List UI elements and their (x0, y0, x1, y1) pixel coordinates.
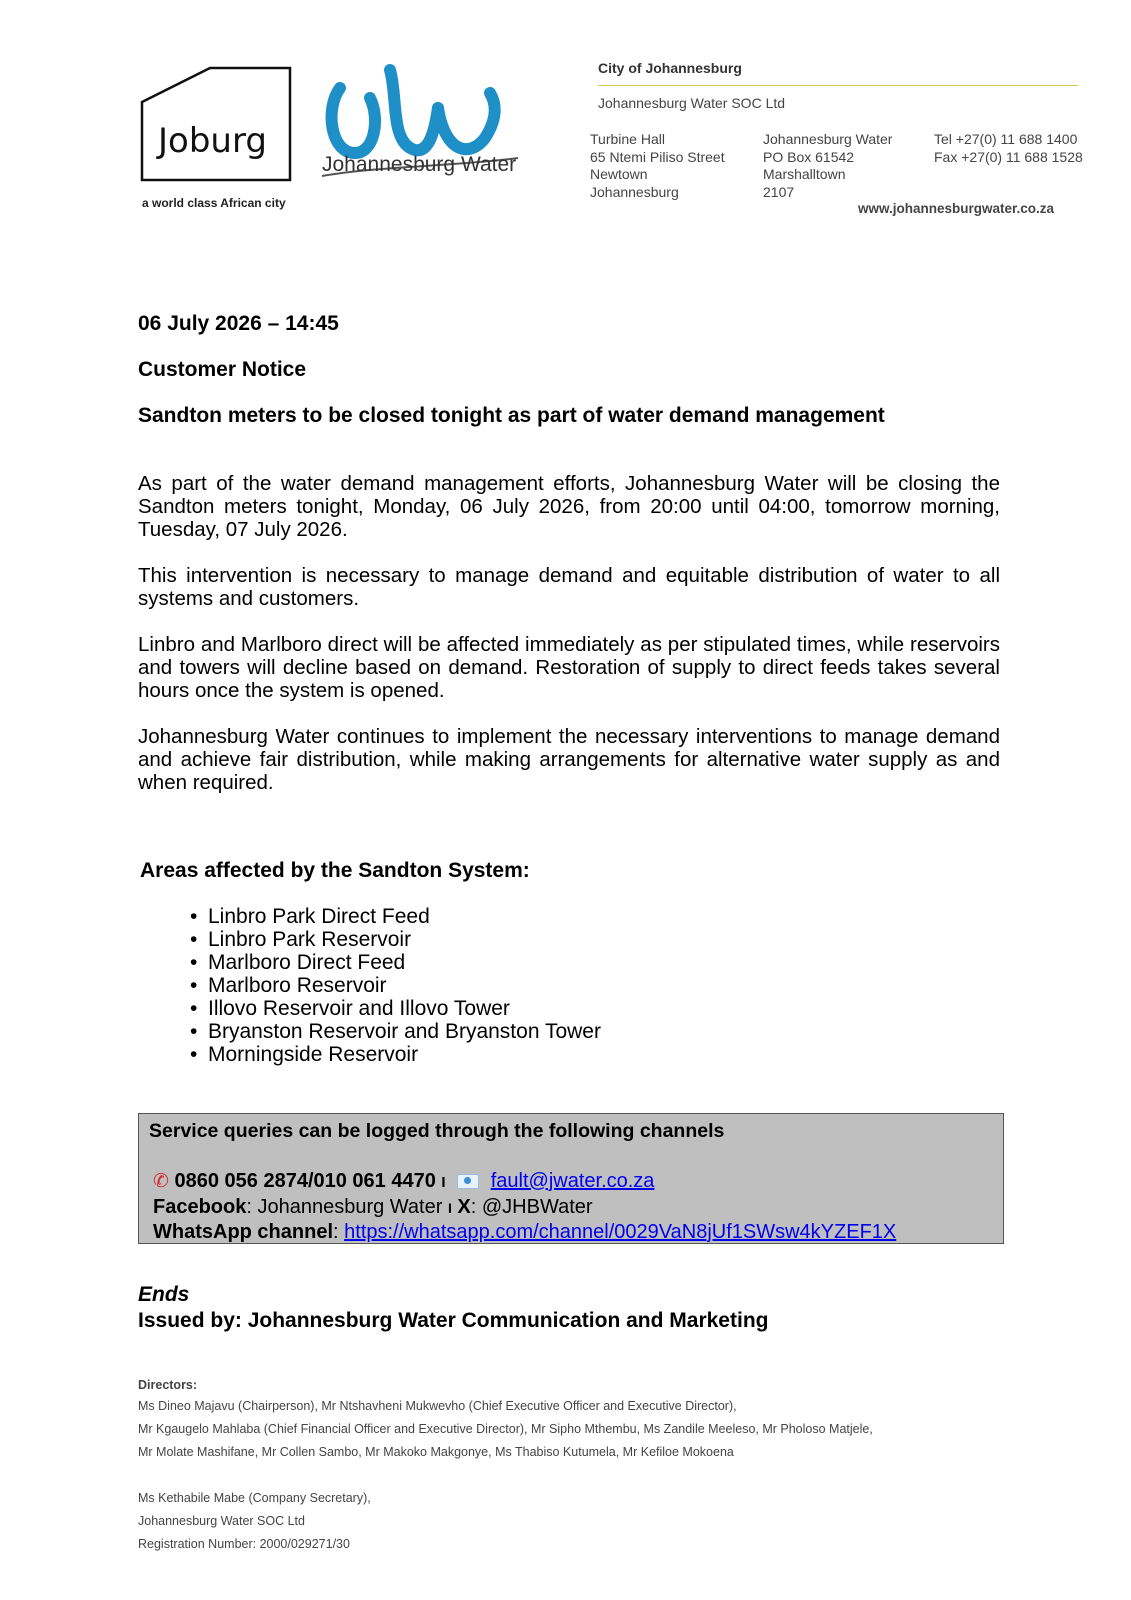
separator: I (447, 1200, 452, 1216)
social-line (153, 1196, 593, 1219)
ends-label: Ends (138, 1283, 190, 1306)
address-line: Turbine Hall (590, 131, 665, 147)
letterhead-subtitle: Johannesburg Water SOC Ltd (598, 95, 786, 111)
service-queries-box (138, 1113, 1004, 1244)
facebook-value[interactable]: : Johannesburg Water (246, 1196, 448, 1218)
address-line: Johannesburg (590, 183, 679, 200)
facebook-label: Facebook (153, 1196, 247, 1218)
notice-datetime: 06 July 2026 – 14:45 (138, 312, 339, 335)
list-item: • Morningside Reservoir (190, 1043, 601, 1066)
separator: I (441, 1174, 446, 1191)
areas-heading: Areas affected by the Sandton System: (140, 859, 530, 882)
address-line: PO Box 61542 (763, 148, 855, 165)
directors-line: Ms Dineo Majavu (Chairperson), Mr Ntshavheni Mukwevho (Chief Executive Officer and Executive Director), (138, 1399, 737, 1413)
address-line: Newtown (590, 166, 648, 182)
secretary-line: Ms Kethabile Mabe (Company Secretary), (138, 1491, 371, 1505)
address-line: Marshalltown (763, 166, 846, 182)
website-link[interactable]: www.johannesburgwater.co.za (858, 201, 1055, 216)
whatsapp-link[interactable]: https://whatsapp.com/channel/0029VaN8jUf1SWsw4kYZEF1X (344, 1221, 897, 1243)
list-item: • Illovo Reservoir and Illovo Tower (190, 997, 601, 1020)
whatsapp-line (153, 1221, 896, 1244)
company-name: Johannesburg Water SOC Ltd (138, 1514, 305, 1528)
notice-type: Customer Notice (138, 358, 307, 381)
directors-line: Mr Molate Mashifane, Mr Collen Sambo, Mr Makoko Makgonye, Ms Thabiso Kutumela, Mr Kefiloe Mokoena (138, 1445, 734, 1459)
fax: Fax +27(0) 11 688 1528 (934, 148, 1083, 165)
list-item: • Marlboro Reservoir (190, 974, 601, 997)
service-title: Service queries can be logged through the following channels (149, 1120, 725, 1142)
areas-list (190, 905, 601, 1066)
directors-label: Directors: (138, 1378, 198, 1392)
contact-numbers (934, 131, 1083, 166)
list-item: • Linbro Park Direct Feed (190, 905, 601, 928)
letterhead-divider (598, 85, 1078, 86)
directors-line: Mr Kgaugelo Mahlaba (Chief Financial Officer and Executive Director), Mr Sipho Mthembu, Ms Zandile Meeleso, Mr Pholoso Matjele, (138, 1422, 873, 1436)
physical-address (590, 131, 725, 201)
x-label: X (457, 1196, 471, 1218)
address-line: 65 Ntemi Piliso Street (590, 148, 725, 165)
jw-logo-text: Johannesburg Water (322, 153, 517, 176)
notice-headline: Sandton meters to be closed tonight as part of water demand management (138, 404, 885, 427)
letterhead-org: City of Johannesburg (598, 60, 742, 76)
whatsapp-colon: : (333, 1221, 345, 1243)
joburg-tagline: a world class African city (142, 196, 286, 210)
phone-email-line (153, 1170, 654, 1193)
joburg-wordmark: Joburg (158, 121, 267, 161)
phone-icon: ✆ (153, 1171, 169, 1192)
email-link[interactable]: fault@jwater.co.za (490, 1170, 655, 1192)
issued-by: Issued by: Johannesburg Water Communication and Marketing (138, 1309, 769, 1332)
list-item: • Bryanston Reservoir and Bryanston Tower (190, 1020, 601, 1043)
paragraph: This intervention is necessary to manage demand and equitable distribution of water to all systems and customers. (138, 564, 1000, 610)
address-line: Johannesburg Water (763, 131, 893, 147)
paragraph: Johannesburg Water continues to implement the necessary interventions to manage demand and achieve fair distribution, while making arrangements for alternative water supply as and when required. (138, 725, 1000, 794)
address-line: 2107 (763, 183, 795, 200)
telephone: Tel +27(0) 11 688 1400 (934, 131, 1078, 147)
joburg-logo (140, 62, 300, 212)
postal-address (763, 131, 892, 201)
x-value[interactable]: : @JHBWater (470, 1196, 593, 1218)
paragraph: Linbro and Marlboro direct will be affected immediately as per stipulated times, while reservoirs and towers will decline based on demand. Restoration of supply to direct feeds takes several hours once the system is opened. (138, 633, 1000, 702)
paragraph: As part of the water demand management efforts, Johannesburg Water will be closing the Sandton meters tonight, Monday, 06 July 2026, from 20:00 until 04:00, tomorrow morning, Tuesday, 07 July 2026. (138, 472, 1000, 541)
johannesburg-water-logo (320, 58, 520, 188)
whatsapp-label: WhatsApp channel (153, 1221, 334, 1243)
registration-number: Registration Number: 2000/029271/30 (138, 1537, 350, 1551)
list-item: • Linbro Park Reservoir (190, 928, 601, 951)
phone-numbers[interactable]: 0860 056 2874/010 061 4470 (174, 1170, 436, 1192)
email-icon (457, 1174, 479, 1189)
list-item: • Marlboro Direct Feed (190, 951, 601, 974)
